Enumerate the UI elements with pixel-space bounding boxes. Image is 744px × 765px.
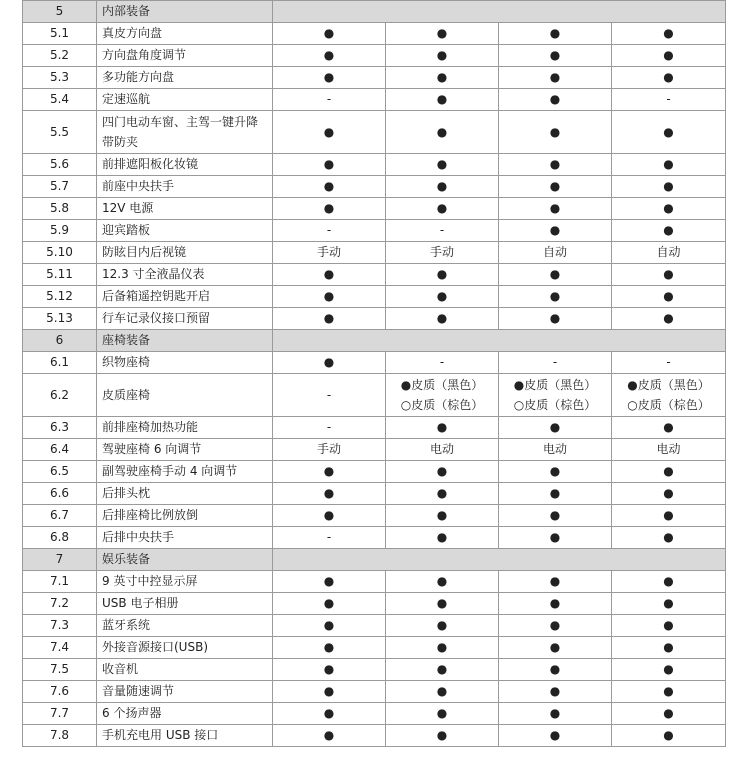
feature-name: 行车记录仪接口预留 — [97, 308, 273, 330]
trim-2-value: ● — [386, 89, 499, 111]
trim-4-value: ● — [612, 593, 726, 615]
spec-row — [23, 286, 726, 308]
trim-3-value: ● — [499, 176, 612, 198]
feature-name: 后备箱遥控钥匙开启 — [97, 286, 273, 308]
trim-4-value: - — [612, 89, 726, 111]
feature-name: 6 个扬声器 — [97, 703, 273, 725]
trim-1-value: ● — [273, 286, 386, 308]
trim-3-value: ● — [499, 571, 612, 593]
spec-row — [23, 374, 726, 417]
trim-1-value: ● — [273, 659, 386, 681]
section-header-row — [23, 330, 726, 352]
row-number: 6.3 — [23, 417, 97, 439]
trim-4-value: ● — [612, 154, 726, 176]
value-line: - — [326, 388, 332, 402]
row-number: 7.6 — [23, 681, 97, 703]
row-number: 7.5 — [23, 659, 97, 681]
trim-4-value: ● — [612, 659, 726, 681]
feature-name: 织物座椅 — [97, 352, 273, 374]
trim-4-value: ● — [612, 703, 726, 725]
trim-4-value: ● — [612, 176, 726, 198]
trim-1-value: ● — [273, 308, 386, 330]
spec-table — [22, 0, 726, 747]
value-line: ●皮质（黑色） — [400, 378, 484, 392]
spec-row — [23, 725, 726, 747]
spec-row — [23, 220, 726, 242]
feature-name: 12.3 寸全液晶仪表 — [97, 264, 273, 286]
trim-1-value: ● — [273, 198, 386, 220]
feature-name: 防眩目内后视镜 — [97, 242, 273, 264]
trim-1-value: ● — [273, 703, 386, 725]
spec-row — [23, 439, 726, 461]
trim-1-value: ● — [273, 681, 386, 703]
row-number: 5.10 — [23, 242, 97, 264]
trim-1-value — [273, 374, 386, 417]
trim-4-value: ● — [612, 505, 726, 527]
spec-row — [23, 198, 726, 220]
trim-1-value: - — [273, 417, 386, 439]
trim-2-value: ● — [386, 615, 499, 637]
trim-1-value: ● — [273, 505, 386, 527]
trim-2-value: ● — [386, 505, 499, 527]
trim-3-value: ● — [499, 725, 612, 747]
feature-name: 后排座椅比例放倒 — [97, 505, 273, 527]
row-number: 5.3 — [23, 67, 97, 89]
row-number: 5.2 — [23, 45, 97, 67]
spec-row — [23, 703, 726, 725]
row-number: 7.2 — [23, 593, 97, 615]
row-number: 6.8 — [23, 527, 97, 549]
row-number: 5.6 — [23, 154, 97, 176]
spec-row — [23, 176, 726, 198]
trim-1-value: ● — [273, 725, 386, 747]
trim-1-value: ● — [273, 154, 386, 176]
section-title: 座椅装备 — [97, 330, 273, 352]
trim-2-value: ● — [386, 527, 499, 549]
trim-4-value: ● — [612, 286, 726, 308]
row-number: 5.11 — [23, 264, 97, 286]
trim-3-value: ● — [499, 461, 612, 483]
trim-3-value — [499, 374, 612, 417]
trim-3-value: ● — [499, 483, 612, 505]
trim-2-value: ● — [386, 154, 499, 176]
spec-table-body — [23, 1, 726, 747]
trim-3-value: 自动 — [499, 242, 612, 264]
trim-1-value: ● — [273, 111, 386, 154]
trim-1-value: ● — [273, 352, 386, 374]
trim-1-value: ● — [273, 615, 386, 637]
trim-3-value: 电动 — [499, 439, 612, 461]
spec-row — [23, 154, 726, 176]
section-title: 内部装备 — [97, 1, 273, 23]
trim-2-value: ● — [386, 67, 499, 89]
trim-3-value: ● — [499, 67, 612, 89]
trim-1-value: ● — [273, 176, 386, 198]
feature-name: 收音机 — [97, 659, 273, 681]
row-number: 7.8 — [23, 725, 97, 747]
trim-4-value: ● — [612, 198, 726, 220]
spec-row — [23, 242, 726, 264]
trim-2-value: ● — [386, 198, 499, 220]
row-number: 5 — [23, 1, 97, 23]
trim-2-value: ● — [386, 725, 499, 747]
feature-name: USB 电子相册 — [97, 593, 273, 615]
spec-row — [23, 461, 726, 483]
spec-row — [23, 264, 726, 286]
row-number: 6 — [23, 330, 97, 352]
trim-2-value: ● — [386, 417, 499, 439]
trim-4-value: ● — [612, 67, 726, 89]
spec-row — [23, 67, 726, 89]
row-number: 5.4 — [23, 89, 97, 111]
trim-3-value: - — [499, 352, 612, 374]
trim-4-value: ● — [612, 308, 726, 330]
trim-4-value: ● — [612, 45, 726, 67]
feature-name: 12V 电源 — [97, 198, 273, 220]
trim-4-value: ● — [612, 220, 726, 242]
trim-2-value: ● — [386, 23, 499, 45]
feature-name: 蓝牙系统 — [97, 615, 273, 637]
value-line: ●皮质（黑色） — [513, 378, 597, 392]
trim-4-value: 电动 — [612, 439, 726, 461]
row-number: 5.8 — [23, 198, 97, 220]
section-header-row — [23, 1, 726, 23]
trim-3-value: ● — [499, 154, 612, 176]
feature-name: 前座中央扶手 — [97, 176, 273, 198]
feature-name: 外接音源接口(USB) — [97, 637, 273, 659]
feature-name: 迎宾踏板 — [97, 220, 273, 242]
row-number: 5.1 — [23, 23, 97, 45]
spec-row — [23, 659, 726, 681]
trim-2-value: ● — [386, 681, 499, 703]
row-number: 5.5 — [23, 111, 97, 154]
trim-2-value: ● — [386, 308, 499, 330]
feature-name: 手机充电用 USB 接口 — [97, 725, 273, 747]
value-line: ○皮质（棕色） — [513, 398, 597, 412]
trim-3-value: ● — [499, 89, 612, 111]
row-number: 5.13 — [23, 308, 97, 330]
trim-4-value: ● — [612, 571, 726, 593]
value-line: ●皮质（黑色） — [627, 378, 710, 392]
value-line: ○皮质（棕色） — [400, 398, 484, 412]
row-number: 7 — [23, 549, 97, 571]
trim-1-value: - — [273, 89, 386, 111]
trim-1-value: ● — [273, 67, 386, 89]
section-filler — [273, 1, 726, 23]
spec-row — [23, 593, 726, 615]
trim-2-value: ● — [386, 659, 499, 681]
section-title: 娱乐装备 — [97, 549, 273, 571]
trim-4-value: ● — [612, 111, 726, 154]
trim-2-value — [386, 374, 499, 417]
trim-3-value: ● — [499, 286, 612, 308]
spec-row — [23, 571, 726, 593]
trim-2-value: ● — [386, 264, 499, 286]
trim-2-value: ● — [386, 483, 499, 505]
spec-row — [23, 417, 726, 439]
trim-2-value: 手动 — [386, 242, 499, 264]
trim-1-value: - — [273, 527, 386, 549]
spec-row — [23, 615, 726, 637]
feature-name: 皮质座椅 — [97, 374, 273, 417]
trim-3-value: ● — [499, 264, 612, 286]
trim-4-value: 自动 — [612, 242, 726, 264]
trim-3-value: ● — [499, 417, 612, 439]
feature-name: 真皮方向盘 — [97, 23, 273, 45]
row-number: 7.4 — [23, 637, 97, 659]
feature-name: 四门电动车窗、主驾一键升降带防夹 — [97, 111, 273, 154]
trim-3-value: ● — [499, 505, 612, 527]
trim-4-value: ● — [612, 725, 726, 747]
trim-4-value: ● — [612, 615, 726, 637]
row-number: 7.1 — [23, 571, 97, 593]
spec-row — [23, 89, 726, 111]
trim-4-value: ● — [612, 264, 726, 286]
trim-2-value: - — [386, 220, 499, 242]
trim-3-value: ● — [499, 681, 612, 703]
trim-3-value: ● — [499, 637, 612, 659]
trim-2-value: 电动 — [386, 439, 499, 461]
spec-row — [23, 111, 726, 154]
feature-name: 驾驶座椅 6 向调节 — [97, 439, 273, 461]
trim-1-value: ● — [273, 483, 386, 505]
trim-1-value: ● — [273, 593, 386, 615]
spec-row — [23, 23, 726, 45]
trim-4-value: ● — [612, 23, 726, 45]
row-number: 6.4 — [23, 439, 97, 461]
row-number: 5.9 — [23, 220, 97, 242]
trim-3-value: ● — [499, 615, 612, 637]
row-number: 6.6 — [23, 483, 97, 505]
trim-2-value: ● — [386, 176, 499, 198]
trim-3-value: ● — [499, 220, 612, 242]
row-number: 6.5 — [23, 461, 97, 483]
feature-name: 后排中央扶手 — [97, 527, 273, 549]
section-header-row — [23, 549, 726, 571]
trim-4-value: ● — [612, 417, 726, 439]
trim-2-value: ● — [386, 45, 499, 67]
trim-2-value: ● — [386, 703, 499, 725]
feature-name: 多功能方向盘 — [97, 67, 273, 89]
trim-1-value: 手动 — [273, 242, 386, 264]
trim-2-value: ● — [386, 571, 499, 593]
trim-3-value: ● — [499, 659, 612, 681]
feature-name: 前排遮阳板化妆镜 — [97, 154, 273, 176]
trim-4-value: ● — [612, 527, 726, 549]
trim-4-value: ● — [612, 681, 726, 703]
spec-row — [23, 308, 726, 330]
trim-2-value: - — [386, 352, 499, 374]
trim-2-value: ● — [386, 461, 499, 483]
spec-row — [23, 527, 726, 549]
trim-4-value: ● — [612, 461, 726, 483]
trim-4-value: - — [612, 352, 726, 374]
trim-1-value: ● — [273, 461, 386, 483]
feature-name: 音量随速调节 — [97, 681, 273, 703]
feature-name: 后排头枕 — [97, 483, 273, 505]
trim-4-value: ● — [612, 637, 726, 659]
trim-3-value: ● — [499, 527, 612, 549]
trim-4-value — [612, 374, 726, 417]
feature-name: 副驾驶座椅手动 4 向调节 — [97, 461, 273, 483]
spec-row — [23, 483, 726, 505]
row-number: 6.2 — [23, 374, 97, 417]
value-line: ○皮质（棕色） — [627, 398, 710, 412]
trim-1-value: ● — [273, 45, 386, 67]
trim-3-value: ● — [499, 198, 612, 220]
trim-3-value: ● — [499, 703, 612, 725]
trim-4-value: ● — [612, 483, 726, 505]
trim-1-value: 手动 — [273, 439, 386, 461]
section-filler — [273, 549, 726, 571]
section-filler — [273, 330, 726, 352]
feature-name: 定速巡航 — [97, 89, 273, 111]
trim-1-value: ● — [273, 23, 386, 45]
trim-1-value: ● — [273, 571, 386, 593]
row-number: 7.7 — [23, 703, 97, 725]
spec-row — [23, 681, 726, 703]
trim-1-value: ● — [273, 637, 386, 659]
feature-name: 9 英寸中控显示屏 — [97, 571, 273, 593]
trim-1-value: ● — [273, 264, 386, 286]
trim-3-value: ● — [499, 593, 612, 615]
trim-1-value: - — [273, 220, 386, 242]
trim-2-value: ● — [386, 593, 499, 615]
row-number: 7.3 — [23, 615, 97, 637]
feature-name: 方向盘角度调节 — [97, 45, 273, 67]
spec-row — [23, 637, 726, 659]
feature-name: 前排座椅加热功能 — [97, 417, 273, 439]
row-number: 6.1 — [23, 352, 97, 374]
trim-3-value: ● — [499, 308, 612, 330]
row-number: 5.7 — [23, 176, 97, 198]
trim-2-value: ● — [386, 111, 499, 154]
trim-2-value: ● — [386, 637, 499, 659]
trim-3-value: ● — [499, 111, 612, 154]
trim-3-value: ● — [499, 23, 612, 45]
trim-3-value: ● — [499, 45, 612, 67]
row-number: 6.7 — [23, 505, 97, 527]
trim-2-value: ● — [386, 286, 499, 308]
spec-row — [23, 505, 726, 527]
row-number: 5.12 — [23, 286, 97, 308]
spec-row — [23, 45, 726, 67]
spec-row — [23, 352, 726, 374]
